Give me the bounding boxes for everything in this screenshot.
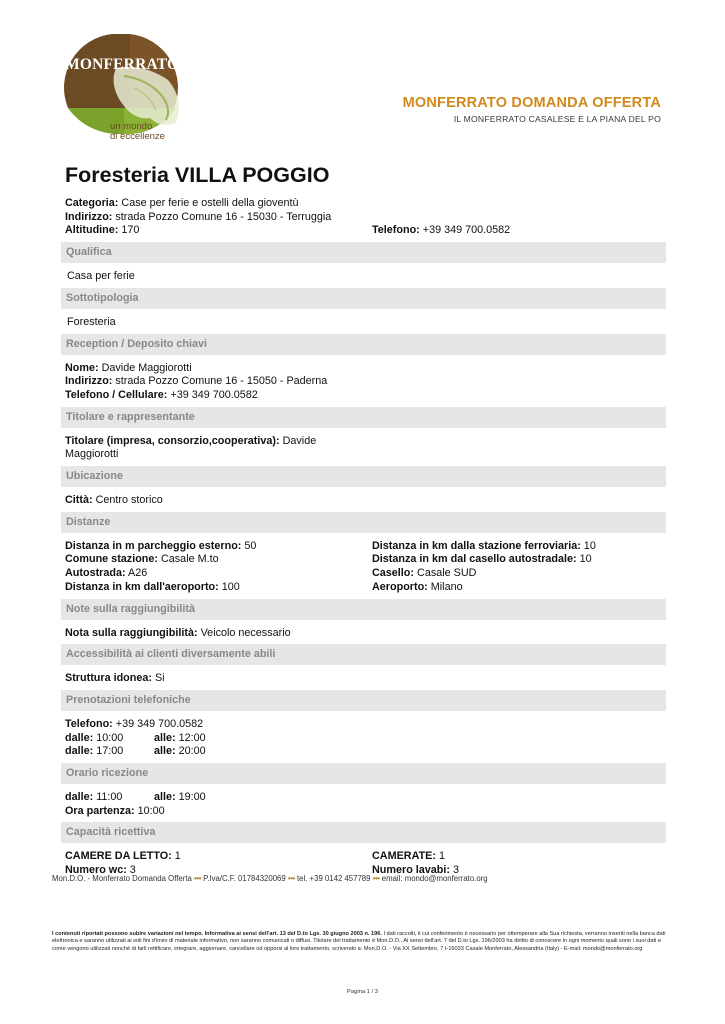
legal-notice xyxy=(52,931,674,953)
note-label: Nota sulla raggiungibilità: xyxy=(65,626,198,639)
reception-nome-value: Davide Maggiorotti xyxy=(98,361,192,374)
page-title: Foresteria VILLA POGGIO xyxy=(65,163,330,187)
categoria-label: Categoria: xyxy=(65,197,119,209)
footer-email[interactable]: email: mondo@monferrato.org xyxy=(381,874,488,883)
distanze-grid xyxy=(61,540,666,595)
alle-value: 20:00 xyxy=(175,745,206,758)
distanza-casello-value: 10 xyxy=(576,553,592,566)
note-raggiungibilita xyxy=(61,627,666,641)
section-reception: Reception / Deposito chiavi xyxy=(61,334,666,355)
section-prenotazioni: Prenotazioni telefoniche xyxy=(61,690,666,711)
separator-dots-icon: ••• xyxy=(194,874,201,883)
brand-title: MONFERRATO DOMANDA OFFERTA xyxy=(402,95,661,111)
reception-nome xyxy=(65,362,666,376)
distanza-stazione-value: 10 xyxy=(580,539,596,552)
aeroporto xyxy=(372,581,666,595)
comune-stazione xyxy=(65,553,372,567)
legal-notice-text: I dati raccolti, il cui conferimento è necessario per ottemperare alla Sua richiesta, verranno inseriti nella banca dati elettronica e saranno utilizzati ai soli fini d'invio di materiale informativo, non saranno comunicati o diffusi. Titolare del trattamento è Mon.D.O.. Ai sensi dell'art. 7 del D.to Lgs. 196/2003 ha diritto di conoscere in ogni momento quali sono i suoi dati e come vengono utilizzati nonché di farli rettificare, integrare, aggiornare, cancellare od opporsi al loro trattamento, scrivendo a: Mon.D.O. - Via XX Settembre, 7 I-15033 Casale Monferrato, Alessandria (Italy) - E-mail: mondo@monferrato.org xyxy=(52,931,666,952)
section-capacita: Capacità ricettiva xyxy=(61,822,666,843)
distanza-casello-label: Distanza in km dal casello autostradale: xyxy=(372,553,577,566)
altitudine xyxy=(61,224,372,238)
footer-tel: tel. +39 0142 457789 xyxy=(296,874,371,883)
reception-telefono xyxy=(65,389,666,403)
alle-label: alle: xyxy=(154,745,176,758)
categoria xyxy=(65,197,372,211)
brand-subtitle: IL MONFERRATO CASALESE E LA PIANA DEL PO xyxy=(453,114,661,124)
wc-label: Numero wc: xyxy=(65,864,127,877)
lavabi-label: Numero lavabi: xyxy=(372,864,450,877)
section-note: Note sulla raggiungibilità xyxy=(61,599,666,620)
orario-dalle-value: 11:00 xyxy=(93,791,123,804)
citta-label: Città: xyxy=(65,494,93,507)
indirizzo-value: strada Pozzo Comune 16 - 15030 - Terruggia xyxy=(112,210,332,223)
indirizzo xyxy=(61,211,331,225)
categoria-value: Case per ferie e ostelli della gioventù xyxy=(118,197,299,209)
reception-nome-label: Nome: xyxy=(65,361,99,374)
wc-value: 3 xyxy=(126,864,136,877)
reception-telefono-value: +39 349 700.0582 xyxy=(167,388,258,401)
brand-header xyxy=(403,95,661,124)
distanza-parcheggio xyxy=(65,540,372,554)
telefono xyxy=(372,224,666,238)
qualifica-value: Casa per ferie xyxy=(67,270,135,283)
section-distanze: Distanze xyxy=(61,512,666,533)
logo-tagline-1: un mondo xyxy=(110,121,153,132)
camere-value: 1 xyxy=(171,850,181,863)
separator-dots-icon: ••• xyxy=(287,874,295,883)
autostrada-label: Autostrada: xyxy=(65,567,126,580)
titolare-value: Davide Maggiorotti xyxy=(65,434,317,461)
distanza-stazione xyxy=(372,540,666,554)
distanza-parcheggio-label: Distanza in m parcheggio esterno: xyxy=(65,539,242,552)
ora-partenza-value: 10:00 xyxy=(134,804,165,817)
distanze-right xyxy=(372,540,666,595)
camerate-value: 1 xyxy=(435,850,445,863)
ora-partenza-label: Ora partenza: xyxy=(65,804,135,817)
casello xyxy=(372,567,666,581)
aeroporto-value: Milano xyxy=(427,580,463,593)
dalle-label: dalle: xyxy=(65,745,94,758)
prenotazioni-details xyxy=(61,718,666,759)
titolare-details xyxy=(61,435,335,462)
camerate xyxy=(372,850,666,864)
dalle-value: 17:00 xyxy=(93,745,124,758)
distanza-parcheggio-value: 50 xyxy=(241,539,257,552)
reception-telefono-label: Telefono / Cellulare: xyxy=(65,388,168,401)
section-accessibilita: Accessibilità ai clienti diversamente abili xyxy=(61,644,666,665)
orario-alle-label: alle: xyxy=(154,791,176,804)
distanza-aeroporto-value: 100 xyxy=(218,580,240,593)
citta-value: Centro storico xyxy=(92,494,163,507)
reception-indirizzo xyxy=(65,375,666,389)
titolare-label: Titolare (impresa, consorzio,cooperativa): xyxy=(65,434,280,447)
orario-alle-value: 19:00 xyxy=(175,791,206,804)
section-ubicazione: Ubicazione xyxy=(61,466,666,487)
altitudine-label: Altitudine: xyxy=(65,224,119,237)
footer-contacts xyxy=(52,874,488,883)
reception-details xyxy=(61,362,666,403)
orario-dalle-label: dalle: xyxy=(65,791,94,804)
section-orario: Orario ricezione xyxy=(61,763,666,784)
autostrada-value: A26 xyxy=(125,567,148,580)
distanza-casello xyxy=(372,553,666,567)
logo-text: MONFERRATO xyxy=(65,56,180,73)
sottotipologia-value: Foresteria xyxy=(67,315,116,328)
ora-partenza xyxy=(65,805,666,819)
top-info xyxy=(61,197,666,211)
orario-slot xyxy=(65,791,666,805)
camerate-label: CAMERATE: xyxy=(372,850,436,863)
altitudine-row xyxy=(61,224,666,238)
camere-da-letto xyxy=(65,850,372,864)
alle-label: alle: xyxy=(154,731,176,744)
distanza-aeroporto-label: Distanza in km dall'aeroporto: xyxy=(65,580,219,593)
slot-dalle xyxy=(65,732,154,746)
casello-label: Casello: xyxy=(372,567,415,580)
top-info-left xyxy=(61,197,372,211)
orario-dalle xyxy=(65,791,154,805)
section-qualifica: Qualifica xyxy=(61,242,666,263)
dalle-label: dalle: xyxy=(65,731,94,744)
indirizzo-row xyxy=(61,211,666,225)
altitudine-value: 170 xyxy=(118,224,140,237)
reception-indirizzo-value: strada Pozzo Comune 16 - 15050 - Paderna xyxy=(112,375,328,388)
footer-piva: P.Iva/C.F. 01784320069 xyxy=(203,874,286,883)
slot-dalle xyxy=(65,745,154,759)
reception-indirizzo-label: Indirizzo: xyxy=(65,375,113,388)
distanza-stazione-label: Distanza in km dalla stazione ferroviaria: xyxy=(372,539,581,552)
aeroporto-label: Aeroporto: xyxy=(372,580,428,593)
comune-stazione-value: Casale M.to xyxy=(157,553,219,566)
prenotazioni-telefono-value: +39 349 700.0582 xyxy=(112,717,204,730)
lavabi-value: 3 xyxy=(450,864,460,877)
page-number: Pagina 1 / 3 xyxy=(347,989,378,995)
indirizzo-label: Indirizzo: xyxy=(65,210,113,223)
ubicazione-citta xyxy=(61,494,666,508)
prenotazioni-slot xyxy=(65,732,666,746)
telefono-value: +39 349 700.0582 xyxy=(419,224,511,237)
prenotazioni-telefono-label: Telefono: xyxy=(65,717,113,730)
footer-org: Mon.D.O. - Monferrato Domanda Offerta xyxy=(52,874,192,883)
prenotazioni-slot xyxy=(65,745,666,759)
separator-dots-icon: ••• xyxy=(372,874,380,883)
comune-stazione-label: Comune stazione: xyxy=(65,553,158,566)
casello-value: Casale SUD xyxy=(414,567,477,580)
camere-label: CAMERE DA LETTO: xyxy=(65,850,172,863)
legal-notice-bold: I contenuti riportati possono subire variazioni nel tempo. Informativa ai sensi dell'art. 13 del D.to Lgs. 30 giugno 2003 n. 196. xyxy=(52,931,382,937)
struttura-idonea-label: Struttura idonea: xyxy=(65,672,152,685)
listing-content xyxy=(61,197,666,878)
section-sottotipologia: Sottotipologia xyxy=(61,288,666,309)
telefono-label: Telefono: xyxy=(372,224,420,237)
section-titolare: Titolare e rappresentante xyxy=(61,407,666,428)
note-value: Veicolo necessario xyxy=(197,626,291,639)
dalle-value: 10:00 xyxy=(93,731,124,744)
prenotazioni-telefono xyxy=(65,718,666,732)
autostrada xyxy=(65,567,372,581)
logo-tagline-2: di eccellenze xyxy=(110,131,165,142)
alle-value: 12:00 xyxy=(175,731,206,744)
struttura-idonea-value: Si xyxy=(151,672,165,685)
struttura-idonea xyxy=(61,672,666,686)
monferrato-logo xyxy=(64,34,184,142)
distanza-aeroporto xyxy=(65,581,372,595)
distanze-left xyxy=(61,540,372,595)
orario-details xyxy=(61,791,666,818)
